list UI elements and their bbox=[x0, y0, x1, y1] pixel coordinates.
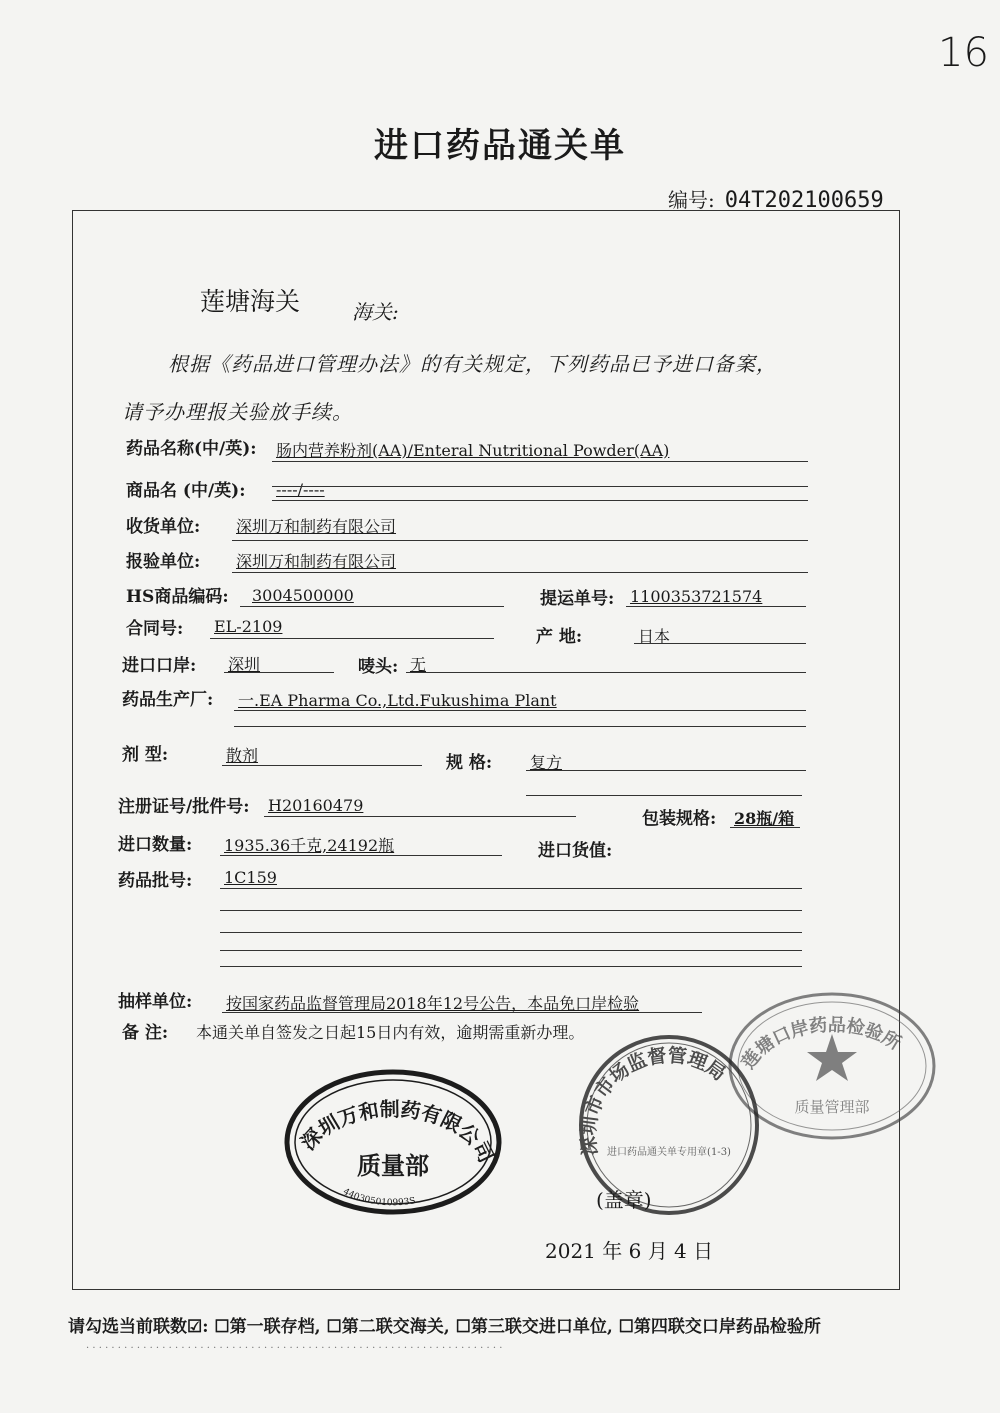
batch-underline-4 bbox=[220, 950, 802, 951]
issue-date: 2021 年 6 月 4 日 bbox=[545, 1239, 714, 1263]
hs-code-value: 3004500000 bbox=[252, 586, 354, 605]
intro-line-1: 根据《药品进口管理办法》的有关规定，下列药品已予进口备案， bbox=[168, 352, 777, 376]
inspection-unit-value: 深圳万和制药有限公司 bbox=[236, 552, 397, 571]
doc-no-value: 04T202100659 bbox=[724, 188, 884, 213]
port-value: 深圳 bbox=[228, 655, 261, 674]
trade-name-label: 商品名 (中/英): bbox=[126, 481, 246, 501]
packing-value: 28瓶/箱 bbox=[734, 809, 795, 828]
packing-top-rule bbox=[526, 795, 802, 796]
origin-underline bbox=[634, 643, 806, 644]
bureau-seal-sub: 质量管理部 bbox=[794, 1098, 870, 1116]
marks-value: 无 bbox=[410, 655, 427, 674]
packing-label: 包装规格: bbox=[642, 809, 717, 829]
trade-name-underline-1 bbox=[272, 486, 808, 487]
batch-underline-2 bbox=[220, 910, 802, 911]
bureau-seal-name: 莲塘口岸药品检验所 bbox=[737, 1014, 905, 1074]
doc-no-label: 编号: bbox=[668, 188, 715, 212]
quantity-underline bbox=[220, 855, 502, 856]
company-seal-name: 深圳万和制药有限公司 bbox=[295, 1097, 499, 1167]
batch-underline-1 bbox=[220, 888, 802, 889]
document-title: 进口药品通关单 bbox=[374, 126, 626, 166]
page-number-mark: 16 bbox=[938, 30, 989, 76]
manufacturer-value: 一.EA Pharma Co.,Ltd.Fukushima Plant bbox=[238, 691, 557, 710]
marks-underline bbox=[406, 672, 806, 673]
company-seal bbox=[278, 1062, 508, 1222]
packing-underline bbox=[730, 827, 800, 828]
authority-seal-name: 深圳市市场监督管理局 bbox=[577, 1044, 730, 1157]
reg-no-underline bbox=[264, 816, 576, 817]
company-seal-code: 440305010993S bbox=[341, 1186, 417, 1209]
batch-underline-5 bbox=[220, 966, 802, 967]
port-underline bbox=[224, 672, 334, 673]
spec-value: 复方 bbox=[530, 753, 563, 772]
remarks-value: 本通关单自签发之日起15日内有效，逾期需重新办理。 bbox=[196, 1023, 585, 1042]
dosage-form-label: 剂 型: bbox=[122, 745, 169, 765]
reg-no-value: H20160479 bbox=[268, 796, 364, 815]
contract-no-underline bbox=[210, 638, 494, 639]
quantity-label: 进口数量: bbox=[118, 835, 193, 855]
spec-label: 规 格: bbox=[446, 753, 493, 773]
sampling-value: 按国家药品监督管理局2018年12号公告，本品免口岸检验 bbox=[226, 994, 640, 1013]
manufacturer-underline-2 bbox=[234, 726, 806, 727]
bill-no-underline bbox=[626, 606, 806, 607]
contract-no-label: 合同号: bbox=[126, 619, 184, 639]
bill-no-value: 1100353721574 bbox=[630, 587, 763, 606]
port-label: 进口口岸: bbox=[122, 656, 197, 676]
drug-name-underline bbox=[272, 461, 808, 462]
authority-seal-sub: 进口药品通关单专用章(1-3) bbox=[607, 1147, 731, 1158]
marks-label: 唛头: bbox=[358, 657, 399, 677]
consignee-underline bbox=[232, 540, 808, 541]
inspection-unit-label: 报验单位: bbox=[126, 552, 201, 572]
inspection-unit-underline bbox=[232, 572, 808, 573]
manufacturer-label: 药品生产厂: bbox=[122, 690, 214, 710]
drug-name-label: 药品名称(中/英): bbox=[126, 439, 257, 459]
reg-no-label: 注册证号/批件号: bbox=[118, 797, 250, 817]
trade-name-underline-2 bbox=[272, 500, 808, 501]
origin-label: 产 地: bbox=[536, 627, 583, 647]
spec-underline bbox=[526, 770, 806, 771]
manufacturer-underline bbox=[234, 710, 806, 711]
copies-line: 请勾选当前联数☑: ☐第一联存档, ☐第二联交海关, ☐第三联交进口单位, ☐第四联交口岸药品检验所 bbox=[68, 1317, 821, 1337]
intro-line-2: 请予办理报关验放手续。 bbox=[122, 400, 353, 424]
bill-no-label: 提运单号: bbox=[540, 589, 615, 609]
bureau-seal-star bbox=[807, 1034, 857, 1081]
remarks-label: 备 注: bbox=[122, 1023, 169, 1043]
quantity-value: 1935.36千克,24192瓶 bbox=[224, 836, 395, 855]
dosage-form-underline bbox=[222, 765, 422, 766]
footer-faint-text: · · · · · · · · · · · · · · · · · · · · · · · · · · · · · · · · · · · · · · · · · · · · · · · · · · · · · · · · · · · · · · · · · · bbox=[86, 1343, 503, 1354]
drug-name-value: 肠内营养粉剂(AA)/Enteral Nutritional Powder(AA) bbox=[276, 441, 670, 460]
trade-name-value: ----/---- bbox=[276, 480, 325, 499]
consignee-value: 深圳万和制药有限公司 bbox=[236, 517, 397, 536]
value-label: 进口货值: bbox=[538, 841, 613, 861]
hs-code-label: HS商品编码: bbox=[126, 587, 229, 607]
customs-suffix: 海关: bbox=[352, 300, 399, 324]
batch-no-value: 1C159 bbox=[224, 868, 277, 887]
dosage-form-value: 散剂 bbox=[226, 746, 259, 765]
sampling-underline bbox=[222, 1012, 702, 1013]
seal-label: (盖章) bbox=[596, 1188, 652, 1212]
sampling-label: 抽样单位: bbox=[118, 992, 193, 1012]
consignee-label: 收货单位: bbox=[126, 517, 201, 537]
company-seal-dept: 质量部 bbox=[357, 1151, 429, 1180]
hs-code-underline bbox=[240, 606, 504, 607]
document-number bbox=[668, 184, 884, 213]
contract-no-value: EL-2109 bbox=[214, 617, 283, 636]
origin-value: 日本 bbox=[638, 627, 671, 646]
batch-underline-3 bbox=[220, 932, 802, 933]
batch-no-label: 药品批号: bbox=[118, 871, 193, 891]
customs-name: 莲塘海关 bbox=[200, 287, 301, 316]
